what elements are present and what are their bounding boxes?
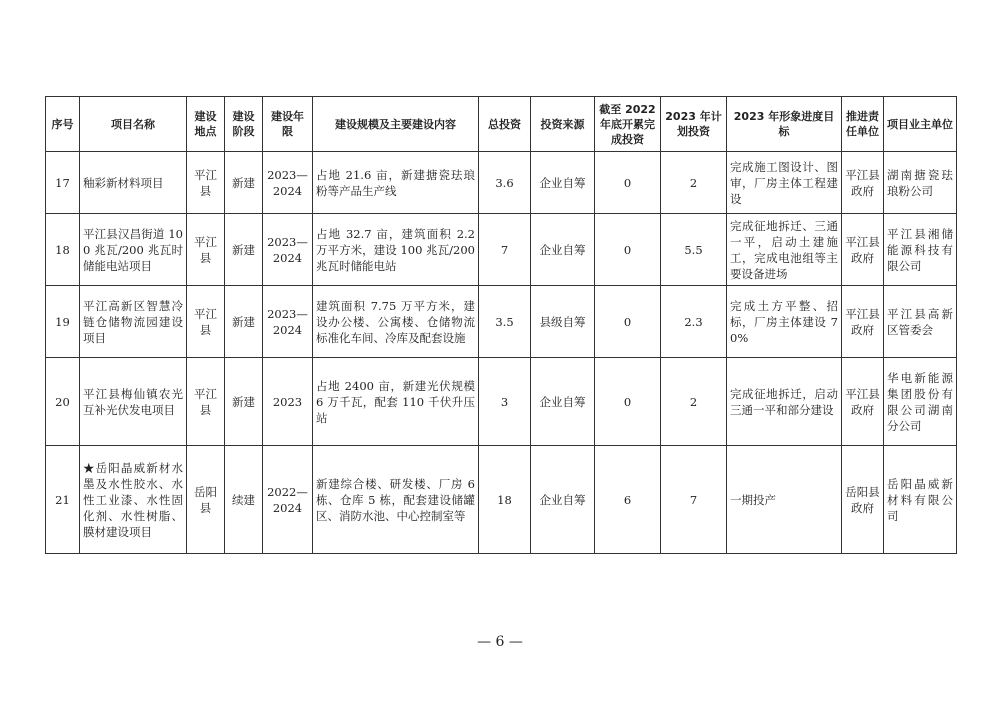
cell-done: 0	[595, 152, 661, 214]
header-source: 投资来源	[531, 97, 595, 152]
cell-name: 平江高新区智慧冷链仓储物流园建设项目	[80, 286, 187, 358]
header-done: 截至 2022 年底开累完成投资	[595, 97, 661, 152]
cell-content: 占地 32.7 亩，建筑面积 2.2 万平方米，建设 100 兆瓦/200 兆瓦时储能电站	[313, 214, 479, 286]
cell-plan: 7	[661, 446, 727, 554]
header-seq: 序号	[46, 97, 80, 152]
cell-unit: 平江县政府	[842, 214, 884, 286]
cell-unit: 平江县政府	[842, 152, 884, 214]
cell-total: 7	[479, 214, 531, 286]
cell-total: 18	[479, 446, 531, 554]
cell-owner: 华电新能源集团股份有限公司湖南分公司	[884, 358, 957, 446]
cell-done: 0	[595, 214, 661, 286]
cell-plan: 2	[661, 152, 727, 214]
cell-period: 2023	[263, 358, 313, 446]
cell-goal: 一期投产	[727, 446, 842, 554]
header-goal: 2023 年形象进度目标	[727, 97, 842, 152]
cell-source: 企业自筹	[531, 214, 595, 286]
cell-content: 建筑面积 7.75 万平方米，建设办公楼、公寓楼、仓储物流标准化车间、冷库及配套设施	[313, 286, 479, 358]
cell-location: 平江县	[187, 358, 225, 446]
cell-owner: 湖南搪瓷珐琅粉公司	[884, 152, 957, 214]
cell-goal: 完成土方平整、招标，厂房主体建设 70%	[727, 286, 842, 358]
project-table	[45, 96, 957, 554]
cell-done: 6	[595, 446, 661, 554]
cell-unit: 岳阳县政府	[842, 446, 884, 554]
header-owner: 项目业主单位	[884, 97, 957, 152]
header-location: 建设地点	[187, 97, 225, 152]
cell-location: 平江县	[187, 152, 225, 214]
table-row	[46, 152, 957, 214]
cell-stage: 新建	[225, 286, 263, 358]
cell-total: 3	[479, 358, 531, 446]
cell-source: 企业自筹	[531, 152, 595, 214]
header-unit: 推进责任单位	[842, 97, 884, 152]
table-header-row	[46, 97, 957, 152]
cell-owner: 岳阳晶威新材料有限公司	[884, 446, 957, 554]
header-name: 项目名称	[80, 97, 187, 152]
cell-seq: 21	[46, 446, 80, 554]
cell-source: 县级自筹	[531, 286, 595, 358]
cell-total: 3.6	[479, 152, 531, 214]
cell-stage: 新建	[225, 358, 263, 446]
header-period: 建设年限	[263, 97, 313, 152]
cell-period: 2023—2024	[263, 152, 313, 214]
cell-location: 岳阳县	[187, 446, 225, 554]
cell-seq: 19	[46, 286, 80, 358]
cell-owner: 平江县高新区管委会	[884, 286, 957, 358]
cell-stage: 新建	[225, 214, 263, 286]
page-number: — 6 —	[477, 634, 523, 650]
cell-period: 2023—2024	[263, 214, 313, 286]
cell-plan: 2	[661, 358, 727, 446]
cell-location: 平江县	[187, 286, 225, 358]
cell-seq: 20	[46, 358, 80, 446]
cell-period: 2022—2024	[263, 446, 313, 554]
table-row	[46, 358, 957, 446]
cell-goal: 完成施工图设计、图审，厂房主体工程建设	[727, 152, 842, 214]
cell-total: 3.5	[479, 286, 531, 358]
table-row	[46, 446, 957, 554]
cell-goal: 完成征地拆迁、三通一平，启动土建施工，完成电池组等主要设备进场	[727, 214, 842, 286]
cell-name: 平江县汉昌街道 100 兆瓦/200 兆瓦时储能电站项目	[80, 214, 187, 286]
header-stage: 建设阶段	[225, 97, 263, 152]
cell-location: 平江县	[187, 214, 225, 286]
cell-content: 占地 2400 亩，新建光伏规模 6 万千瓦，配套 110 千伏升压站	[313, 358, 479, 446]
cell-content: 占地 21.6 亩，新建搪瓷珐琅粉等产品生产线	[313, 152, 479, 214]
header-content: 建设规模及主要建设内容	[313, 97, 479, 152]
table-row	[46, 286, 957, 358]
cell-period: 2023—2024	[263, 286, 313, 358]
cell-content: 新建综合楼、研发楼、厂房 6 栋、仓库 5 栋，配套建设储罐区、消防水池、中心控制室等	[313, 446, 479, 554]
header-plan: 2023 年计划投资	[661, 97, 727, 152]
cell-plan: 5.5	[661, 214, 727, 286]
cell-stage: 续建	[225, 446, 263, 554]
cell-stage: 新建	[225, 152, 263, 214]
header-total: 总投资	[479, 97, 531, 152]
cell-seq: 17	[46, 152, 80, 214]
cell-name: 釉彩新材料项目	[80, 152, 187, 214]
cell-source: 企业自筹	[531, 446, 595, 554]
cell-name: 平江县梅仙镇农光互补光伏发电项目	[80, 358, 187, 446]
cell-done: 0	[595, 358, 661, 446]
cell-unit: 平江县政府	[842, 358, 884, 446]
cell-done: 0	[595, 286, 661, 358]
cell-unit: 平江县政府	[842, 286, 884, 358]
cell-owner: 平江县湘储能源科技有限公司	[884, 214, 957, 286]
cell-name: ★岳阳晶威新材水墨及水性胶水、水性工业漆、水性固化剂、水性树脂、膜材建设项目	[80, 446, 187, 554]
cell-plan: 2.3	[661, 286, 727, 358]
cell-seq: 18	[46, 214, 80, 286]
table-row	[46, 214, 957, 286]
cell-goal: 完成征地拆迁，启动三通一平和部分建设	[727, 358, 842, 446]
cell-source: 企业自筹	[531, 358, 595, 446]
